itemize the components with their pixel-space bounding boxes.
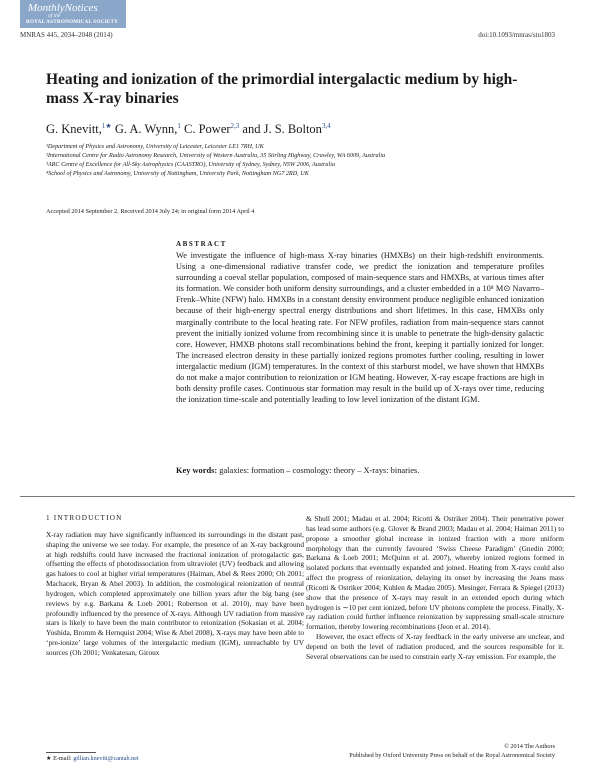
intro-paragraph-2: However, the exact effects of X-ray feedback in the early universe are unclear, and depend on both the level of radiation produced, and the sources responsible for it. Several observations can be used to constrain early X-ray emission. For example, the [306, 632, 564, 661]
section-divider [20, 496, 575, 497]
affiliation: ⁴School of Physics and Astronomy, University of Nottingham, University Park, Nottingham NG7 2RD, UK [46, 170, 309, 177]
column-right [306, 514, 564, 662]
logo-line1: MonthlyNotices [28, 2, 98, 14]
abstract-heading: ABSTRACT [176, 240, 227, 248]
affiliation: ³ARC Centre of Excellence for All-Sky Astrophysics (CAASTRO), University of Sydney, Sydney, NSW 2006, Australia [46, 161, 336, 168]
column-left [46, 514, 304, 658]
copyright [349, 742, 555, 760]
author-affil-mark[interactable]: 1 [177, 122, 181, 130]
paper-title: Heating and ionization of the primordial intergalactic medium by high-mass X-ray binaries [46, 71, 518, 107]
logo-line3: ROYAL ASTRONOMICAL SOCIETY [26, 19, 119, 25]
author-list [46, 122, 331, 137]
doi-link[interactable]: doi:10.1093/mnras/stu1803 [478, 31, 555, 39]
keywords [176, 466, 419, 475]
logo-line2: of the [48, 13, 61, 19]
author-name: G. A. Wynn, [114, 122, 178, 137]
journal-logo [20, 0, 126, 28]
copyright-line: © 2014 The Authors [504, 743, 555, 750]
affiliation: ²International Centre for Radio Astronomy Research, University of Western Australia, 35 Stirling Highway, Crawley, WA 6009, Australia [46, 152, 386, 159]
journal-citation: MNRAS 445, 2034–2048 (2014) [20, 31, 113, 39]
author-name: G. Knevitt, [46, 122, 102, 137]
footnote [46, 755, 139, 762]
author-affil-mark[interactable]: 3,4 [321, 122, 331, 130]
affiliation: ¹Department of Physics and Astronomy, University of Leicester, Leicester LE1 7RH, UK [46, 143, 264, 150]
publisher-line: Published by Oxford University Press on behalf of the Royal Astronomical Society [349, 752, 555, 759]
author-name: C. Power [184, 122, 231, 137]
keywords-label: Key words: [176, 466, 218, 475]
keywords-list: galaxies: formation – cosmology: theory – X-rays: binaries. [219, 466, 420, 475]
author-name: and J. S. Bolton [242, 122, 322, 137]
intro-paragraph-continued: & Shull 2001; Madau et al. 2004; Ricotti & Ostriker 2004). Their penetrative power has lead some authors (e.g. Glover & Brand 2003; Madau et al. 2004; Haiman 2011) to propose a smoother global increase in ionized fraction with a more uniform morphology than the currently favoured ‘Swiss Cheese Paradigm’ (Gnedin 2000; Barkana & Loeb 2001; McQuinn et al. 2007), whereby ionized regions formed in isolated pockets that eventually expanded and joined. Heating from X-rays could also affect the progress of reionization, delaying its onset by increasing the Jeans mass (Ricotti & Ostriker 2004; Kuhlen & Madau 2005). Mesinger, Ferrara & Spiegel (2013) show that the presence of X-rays may result in an extended epoch during which hydrogen is ∼10 per cent ionized, before UV photons complete the process. Finally, X-ray radiation could further influence reionization by suppressing small-scale structure formation, thereby lowering recombinations (Jeon et al. 2014). [306, 514, 564, 632]
affiliations [46, 142, 566, 178]
section-heading: 1 INTRODUCTION [46, 514, 123, 522]
footnote-rule [46, 752, 96, 753]
publication-dates: Accepted 2014 September 2. Received 2014 July 24; in original form 2014 April 4 [46, 208, 255, 215]
abstract-text: We investigate the influence of high-mass X-ray binaries (HMXBs) on their high-redshift environments. Using a one-dimensional radiative transfer code, we predict the ionization and temperature profiles surrounding a coeval stellar population, composed of main-sequence stars and HMXBs, at various times after its formation. We consider both uniform density surroundings, and a cluster embedded in a 10⁸ M⊙ Navarro–Frenk–White (NFW) halo. HMXBs in a constant density environment produce negligible enhanced ionization because of their high-energy spectral energy distributions and short lifetimes. In this case, HMXBs only marginally contribute to the local heating rate. For NFW profiles, radiation from main-sequence stars cannot prevent the initially ionized volume from recombining since it is unable to penetrate the high-density galactic core. However, HMXB photons stall recombinations behind the front, keeping it partially ionized for longer. The increased electron density in these partially ionized regions promotes further cooling, resulting in lower intergalactic medium (IGM) temperatures. In the context of this starburst model, we have shown that HMXBs do not make a major contribution to reionization or IGM heating. However, X-ray escape fractions are high in both density profile cases. Continuous star formation may result in the build up of X-rays over time, reducing the ionization time-scale and potentially leading to low level ionization of the distant IGM. [176, 251, 544, 405]
email-link[interactable]: gillian.knevitt@cantab.net [73, 755, 139, 762]
footnote-label: ★ E-mail: [46, 755, 72, 762]
intro-paragraph: X-ray radiation may have significantly influenced its surroundings in the distant past, shaping the universe we see today. For example, the presence of an X-ray background at high redshifts could have increased the fractional ionization of protogalactic gas, offsetting the effects of photodissociation from ultraviolet (UV) feedback and allowing gas haloes to cool at higher virial temperatures (Haiman, Abel & Rees 2000; Oh 2001; Machacek, Bryan & Abel 2003). In addition, the cosmological reionization of neutral hydrogen, which completed approximately one billion years after the big bang (see reviews by e.g. Barkana & Loeb 2001; Robertson et al. 2010), may have been profoundly influenced by the presence of X-rays. Although UV radiation from massive stars is likely to have been the main contributor to reionization (Sokasian et al. 2004; Yoshida, Bromm & Hernquist 2004; Wise & Abel 2008), X-rays may have been able to ‘pre-ionize’ large volumes of the intergalactic medium (IGM), unreachable by UV sources (Oh 2001; Venkatesan, Giroux [46, 529, 304, 657]
abstract [176, 240, 544, 405]
author-affil-mark[interactable]: 2,3 [230, 122, 240, 130]
author-affil-mark[interactable]: 1★ [101, 122, 112, 130]
